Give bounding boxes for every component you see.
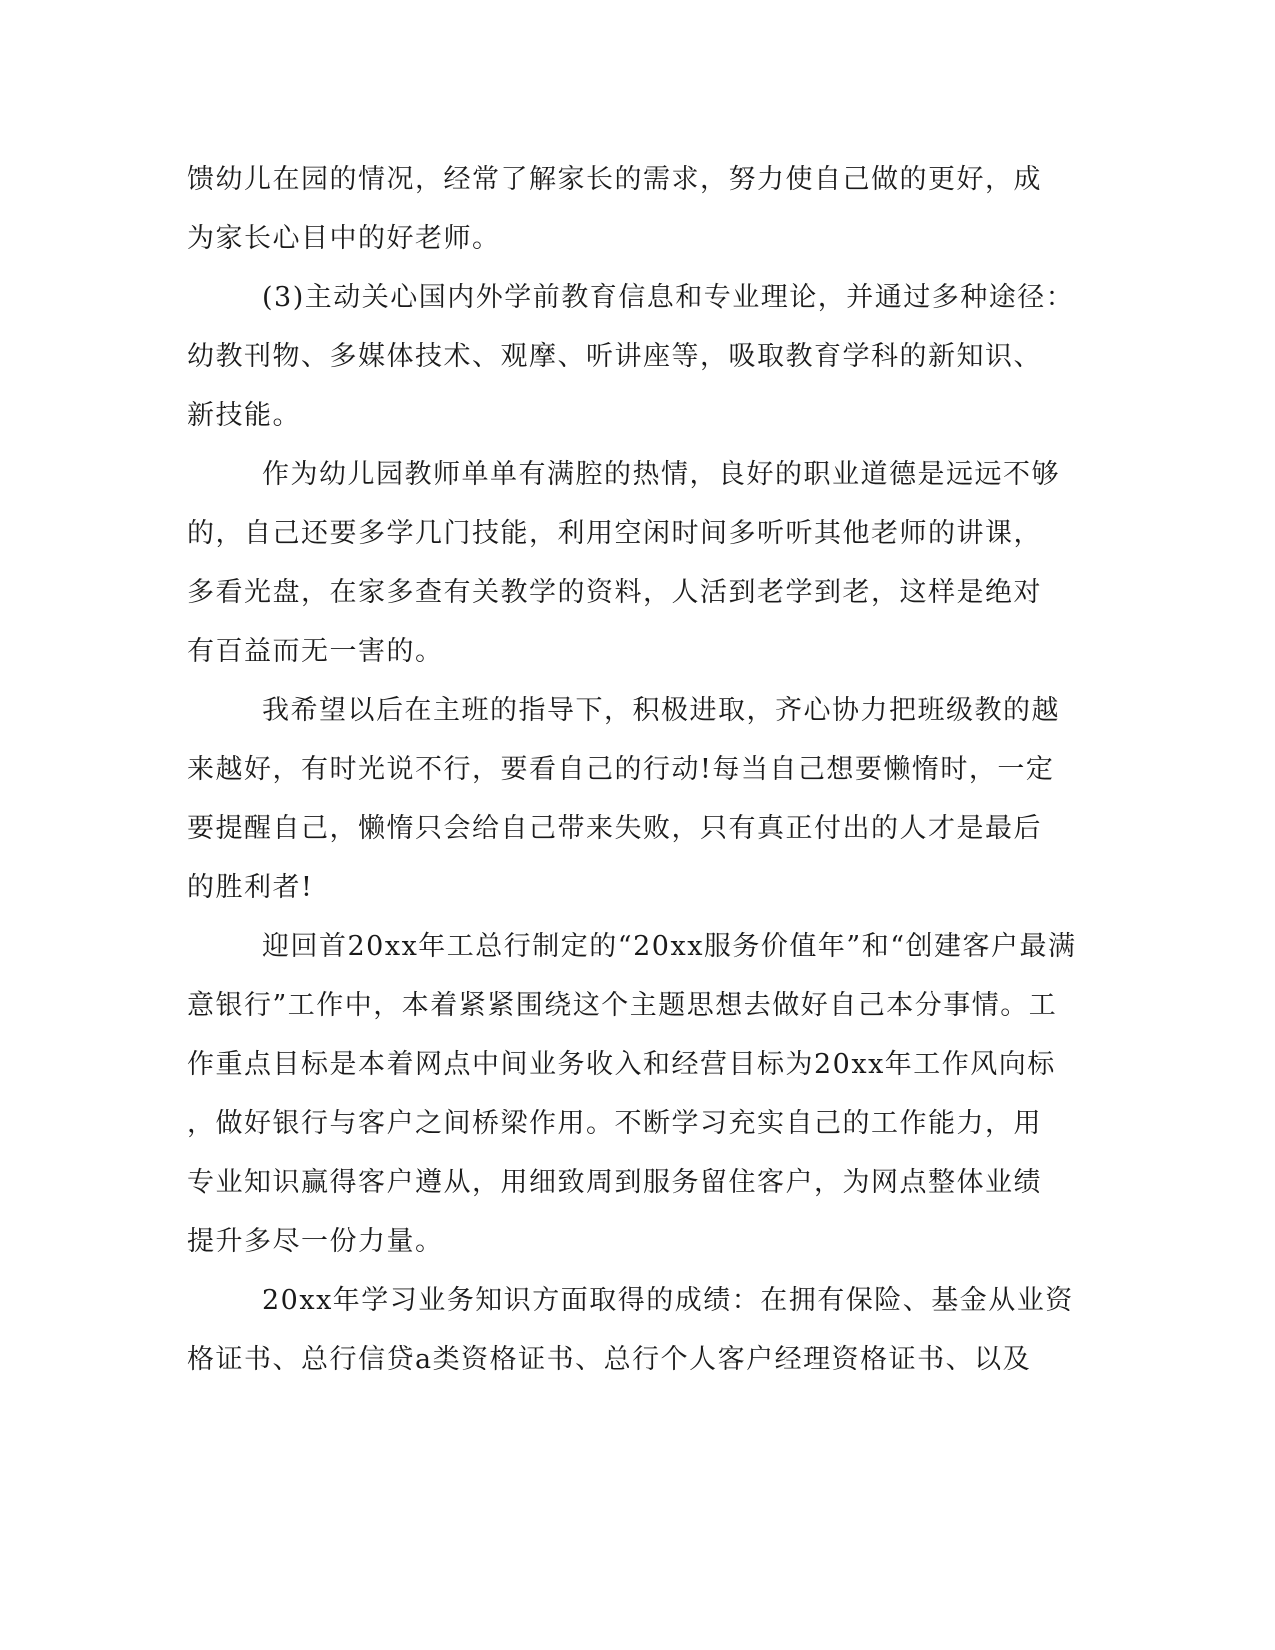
text-line: 的胜利者! — [187, 872, 314, 903]
text-line: 为家长心目中的好老师。 — [187, 223, 501, 254]
text-line: 幼教刊物、多媒体技术、观摩、听讲座等，吸取教育学科的新知识、 — [187, 341, 1042, 372]
text-line: 格证书、总行信贷a类资格证书、总行个人客户经理资格证书、以及 — [187, 1344, 1032, 1375]
text-line: 迎回首20xx年工总行制定的“20xx服务价值年”和“创建客户最满 — [262, 931, 1077, 962]
text-line: (3)主动关心国内外学前教育信息和专业理论，并通过多种途径： — [262, 282, 1075, 313]
text-line: 我希望以后在主班的指导下，积极进取，齐心协力把班级教的越 — [262, 695, 1060, 726]
text-line: 要提醒自己，懒惰只会给自己带来失败，只有真正付出的人才是最后 — [187, 813, 1042, 844]
text-line: 意银行”工作中，本着紧紧围绕这个主题思想去做好自己本分事情。工 — [187, 990, 1058, 1021]
text-line: ，做好银行与客户之间桥梁作用。不断学习充实自己的工作能力，用 — [187, 1108, 1042, 1139]
text-line: 来越好，有时光说不行，要看自己的行动!每当自己想要懒惰时，一定 — [187, 754, 1055, 785]
text-line: 有百益而无一害的。 — [187, 636, 444, 667]
text-line: 作重点目标是本着网点中间业务收入和经营目标为20xx年工作风向标 — [187, 1049, 1056, 1080]
text-line: 20xx年学习业务知识方面取得的成绩：在拥有保险、基金从业资 — [262, 1285, 1074, 1316]
text-line: 提升多尽一份力量。 — [187, 1226, 444, 1257]
text-line: 新技能。 — [187, 400, 301, 431]
text-line: 作为幼儿园教师单单有满腔的热情，良好的职业道德是远远不够 — [262, 459, 1060, 490]
text-line: 专业知识赢得客户遵从，用细致周到服务留住客户，为网点整体业绩 — [187, 1167, 1042, 1198]
text-line: 馈幼儿在园的情况，经常了解家长的需求，努力使自己做的更好，成 — [187, 164, 1042, 195]
text-line: 多看光盘，在家多查有关教学的资料，人活到老学到老，这样是绝对 — [187, 577, 1042, 608]
text-line: 的，自己还要多学几门技能，利用空闲时间多听听其他老师的讲课， — [187, 518, 1042, 549]
